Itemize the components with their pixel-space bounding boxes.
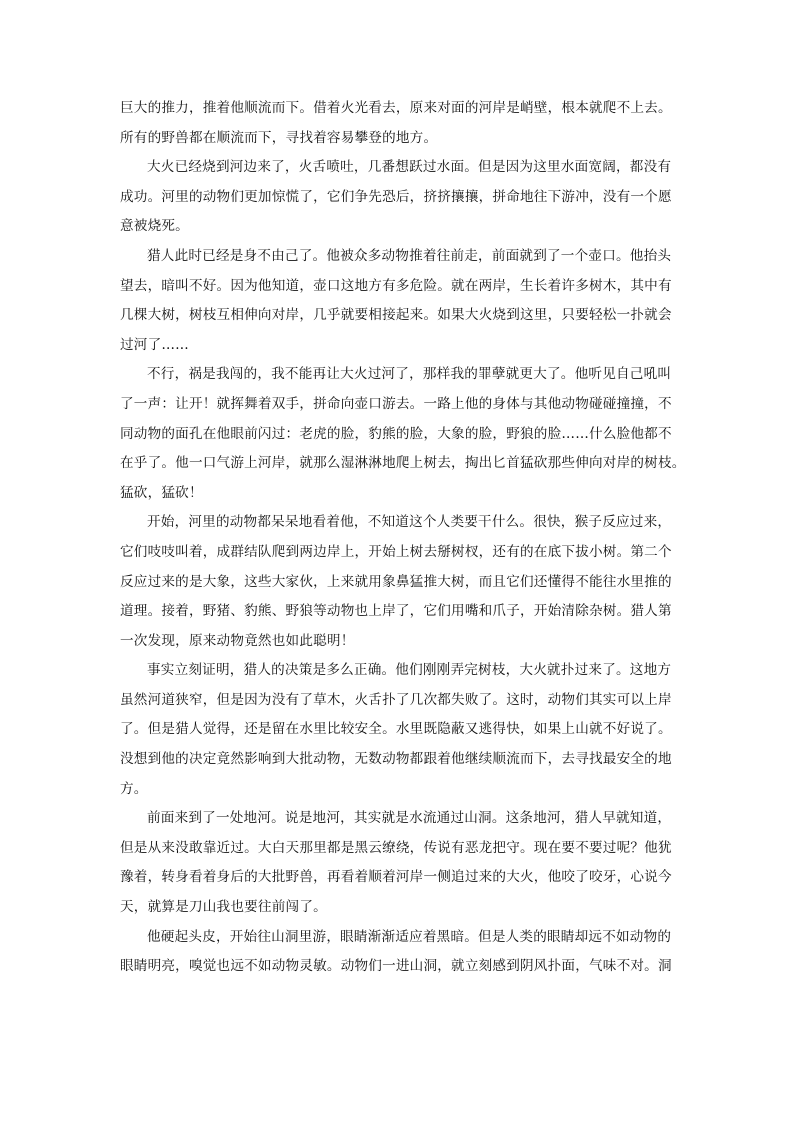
- text-line: 豫着，转身看着身后的大批野兽，再看着顺着河岸一侧追过来的大火，他咬了咬牙，心说今: [120, 869, 672, 886]
- text-line: 猛砍，猛砍！: [120, 484, 203, 501]
- paragraph: [120, 360, 688, 508]
- text-line: 前面来到了一处地河。说是地河，其实就是水流通过山洞。这条地河，猎人早就知道，: [147, 810, 672, 827]
- text-line: 了。但是猎人觉得，还是留在水里比较安全。水里既隐蔽又逃得快，如果上山就不好说了。: [120, 721, 672, 738]
- text-line: 眼睛明亮，嗅觉也远不如动物灵敏。动物们一进山洞，就立刻感到阴风扑面，气味不对。洞: [120, 958, 672, 975]
- text-line: 大火已经烧到河边来了，火舌喷吐，几番想跃过水面。但是因为这里水面宽阔，都没有: [147, 159, 672, 176]
- text-line: 过河了……: [120, 336, 189, 353]
- paragraph: [120, 656, 688, 804]
- text-line: 成功。河里的动物们更加惊慌了，它们争先恐后，挤挤攘攘，拼命地往下游冲，没有一个愿: [120, 188, 672, 205]
- paragraph: [120, 242, 688, 360]
- text-line: 所有的野兽都在顺流而下，寻找着容易攀登的地方。: [120, 129, 438, 146]
- text-line: 意被烧死。: [120, 218, 189, 235]
- text-line: 望去，暗叫不好。因为他知道，壶口这地方有多危险。就在两岸，生长着许多树木，其中有: [120, 277, 672, 294]
- paragraph: [120, 153, 688, 242]
- paragraph: [120, 923, 688, 982]
- text-line: 不行，祸是我闯的，我不能再让大火过河了，那样我的罪孽就更大了。他听见自己吼叫: [147, 366, 672, 383]
- text-line: 事实立刻证明，猎人的决策是多么正确。他们刚刚弄完树枝，大火就扑过来了。这地方: [147, 662, 672, 679]
- text-line: 但是从来没敢靠近过。大白天那里都是黑云缭绕，传说有恶龙把守。现在要不要过呢？他犹: [120, 839, 672, 856]
- text-line: 在乎了。他一口气游上河岸，就那么湿淋淋地爬上树去，掏出匕首猛砍那些伸向对岸的树枝。: [120, 455, 686, 472]
- text-line: 他硬起头皮，开始往山洞里游，眼睛渐渐适应着黑暗。但是人类的眼睛却远不如动物的: [147, 928, 672, 945]
- text-line: 天，就算是刀山我也要往前闯了。: [120, 899, 327, 916]
- text-line: 了一声：让开！就挥舞着双手，拼命向壶口游去。一路上他的身体与其他动物碰碰撞撞，不: [120, 395, 672, 412]
- text-line: 道理。接着，野猪、豹熊、野狼等动物也上岸了，它们用嘴和爪子，开始清除杂树。猎人第: [120, 603, 672, 620]
- text-line: 反应过来的是大象，这些大家伙，上来就用象鼻猛推大树，而且它们还懂得不能往水里推的: [120, 573, 672, 590]
- text-line: 一次发现，原来动物竟然也如此聪明！: [120, 632, 355, 649]
- text-line: 几棵大树，树枝互相伸向对岸，几乎就要相接起来。如果大火烧到这里，只要轻松一扑就会: [120, 307, 672, 324]
- paragraph: [120, 804, 688, 922]
- text-line: 它们吱吱叫着，成群结队爬到两边岸上，开始上树去掰树杈，还有的在底下拔小树。第二个: [120, 543, 672, 560]
- text-line: 猎人此时已经是身不由己了。他被众多动物推着往前走，前面就到了一个壶口。他抬头: [147, 247, 672, 264]
- text-line: 虽然河道狭窄，但是因为没有了草木，火舌扑了几次都失败了。这时，动物们其实可以上岸: [120, 691, 672, 708]
- text-line: 开始，河里的动物都呆呆地看着他，不知道这个人类要干什么。很快，猴子反应过来，: [147, 514, 672, 531]
- text-line: 同动物的面孔在他眼前闪过：老虎的脸，豹熊的脸，大象的脸，野狼的脸……什么脸他都不: [120, 425, 672, 442]
- paragraph: [120, 94, 688, 153]
- story-text: [120, 94, 688, 982]
- text-line: 方。: [120, 780, 148, 797]
- text-line: 巨大的推力，推着他顺流而下。借着火光看去，原来对面的河岸是峭壁，根本就爬不上去。: [120, 100, 672, 116]
- text-line: 没想到他的决定竟然影响到大批动物，无数动物都跟着他继续顺流而下，去寻找最安全的地: [120, 751, 672, 768]
- paragraph: [120, 508, 688, 656]
